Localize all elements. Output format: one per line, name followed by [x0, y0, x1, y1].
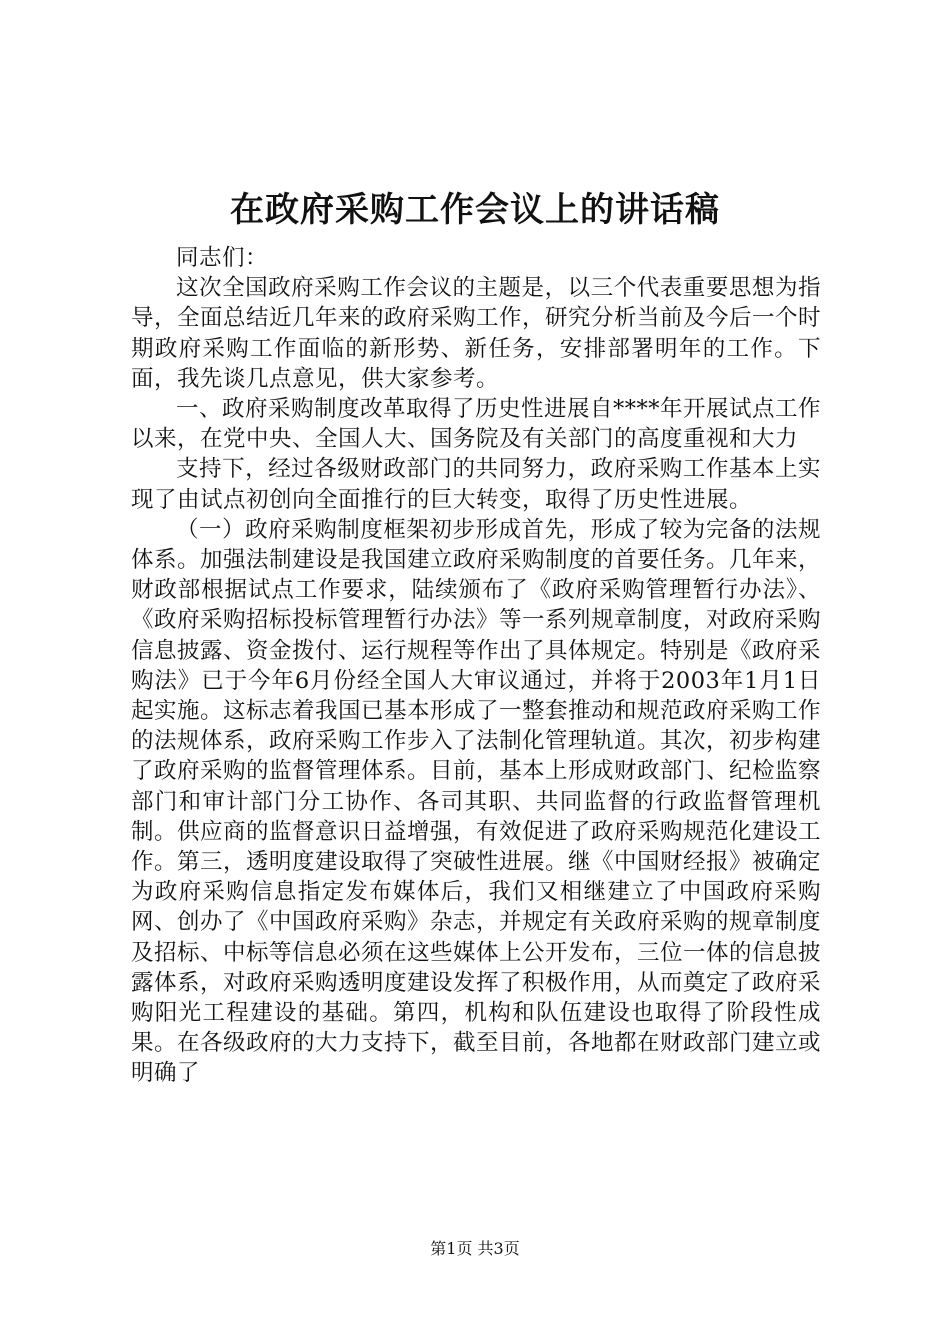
- salutation: 同志们：: [176, 245, 269, 271]
- paragraph-intro: 这次全国政府采购工作会议的主题是，以三个代表重要思想为指导，全面总结近几年来的政府采购工作，研究分析当前及今后一个时期政府采购工作面临的新形势、新任务，安排部署明年的工作。下面，我先谈几点意见，供大家参考。: [131, 275, 822, 392]
- paragraph-section-one: 一、政府采购制度改革取得了历史性进展自****年开展试点工作以来，在党中央、全国人大、国务院及有关部门的高度重视和大力: [131, 396, 822, 453]
- paragraph-continuation: 支持下，经过各级财政部门的共同努力，政府采购工作基本上实现了由试点初创向全面推行的巨大转变，取得了历史性进展。: [131, 456, 821, 513]
- paragraph-subsection-one: （一）政府采购制度框架初步形成首先，形成了较为完备的法规体系。加强法制建设是我国建立政府采购制度的首要任务。几年来，财政部根据试点工作要求，陆续颁布了《政府采购管理暂行办法》、《政府采购招标投标管理暂行办法》等一系列规章制度，对政府采购信息披露、资金拨付、运行规程等作出了具体规定。特别是《政府采购法》已于今年6月份经全国人大审议通过，并将于2003年1月1日起实施。这标志着我国已基本形成了一整套推动和规范政府采购工作的法规体系，政府采购工作步入了法制化管理轨道。其次，初步构建了政府采购的监督管理体系。目前，基本上形成财政部门、纪检监察部门和审计部门分工协作、各司其职、共同监督的行政监督管理机制。供应商的监督意识日益增强，有效促进了政府采购规范化建设工作。第三，透明度建设取得了突破性进展。继《中国财经报》被确定为政府采购信息指定发布媒体后，我们又相继建立了中国政府采购网、创办了《中国政府采购》杂志，并规定有关政府采购的规章制度及招标、中标等信息必须在这些媒体上公开发布，三位一体的信息披露体系，对政府采购透明度建设发挥了积极作用，从而奠定了政府采购阳光工程建设的基础。第四，机构和队伍建设也取得了阶段性成果。在各级政府的大力支持下，截至目前，各地都在财政部门建立或明确了: [131, 516, 822, 1087]
- page-number-footer: 第1页 共3页: [430, 1239, 520, 1258]
- document-title: 在政府采购工作会议上的讲话稿: [230, 190, 720, 230]
- document-body: [131, 243, 821, 1089]
